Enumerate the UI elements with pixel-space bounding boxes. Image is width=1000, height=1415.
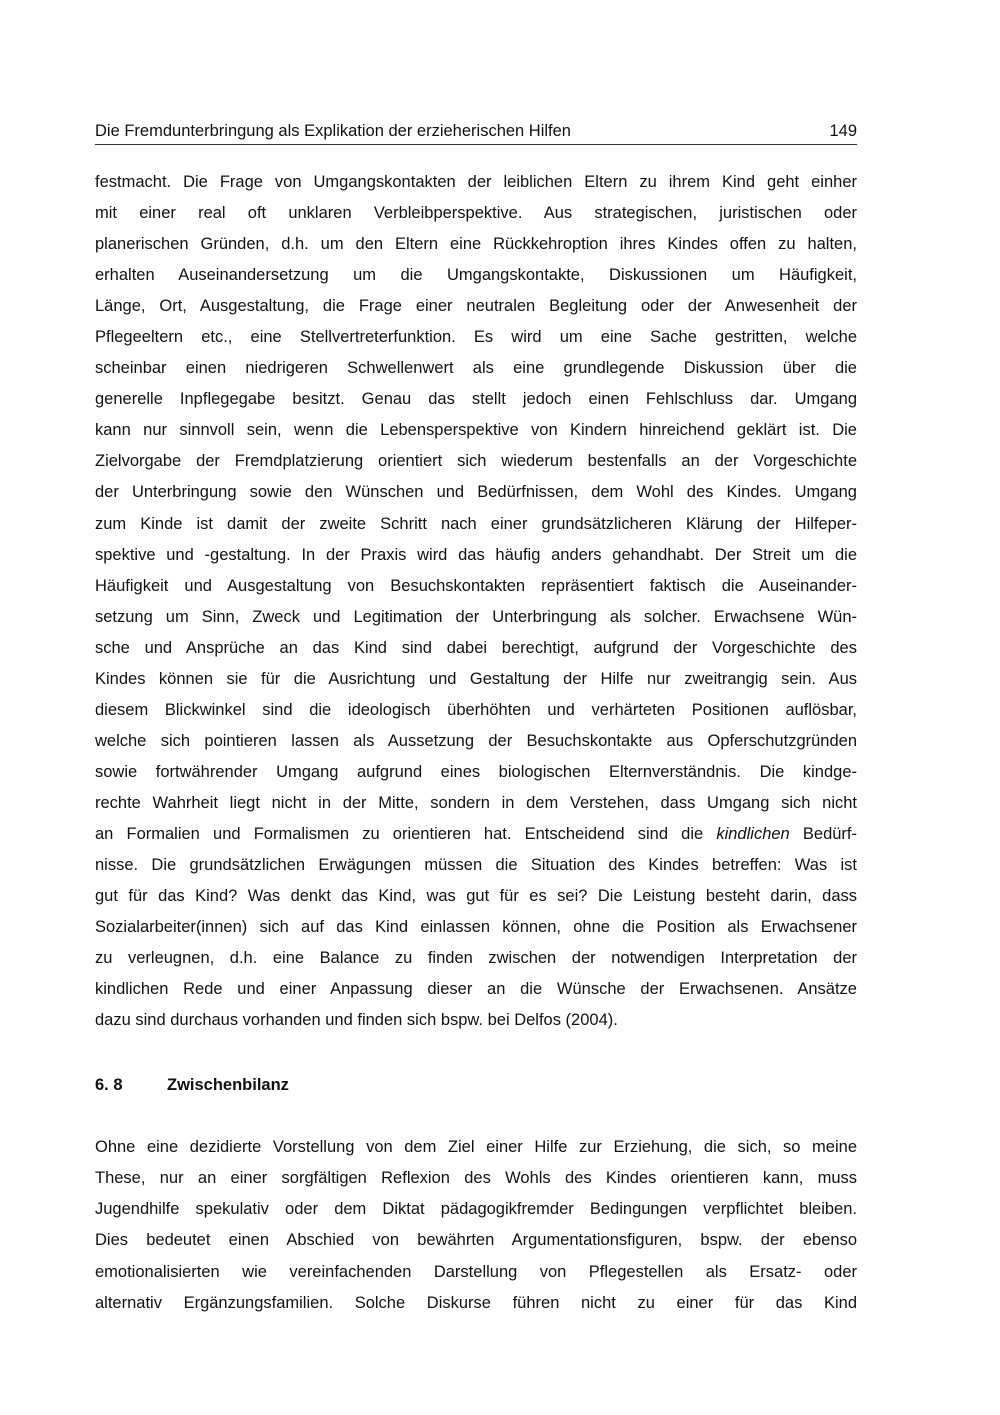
document-page — [95, 118, 857, 1319]
text-line: emotionalisierten wie vereinfachenden Darstellung von Pflegestellen als Ersatz- oder — [95, 1262, 857, 1281]
text-segment: Bedürf- — [789, 824, 857, 843]
section-heading — [95, 1070, 857, 1101]
text-line: zu verleugnen, d.h. eine Balance zu finden zwischen der notwendigen Interpretation der — [95, 949, 857, 968]
text-line: scheinbar einen niedrigeren Schwellenwert als eine grundlegende Diskussion über die — [95, 359, 857, 378]
text-line: setzung um Sinn, Zweck und Legitimation der Unterbringung als solcher. Erwachsene Wün- — [95, 607, 857, 626]
text-line: Kindes können sie für die Ausrichtung und Gestaltung der Hilfe nur zweitrangig sein. Aus — [95, 669, 857, 688]
running-header-title: Die Fremdunterbringung als Explikation der erzieherischen Hilfen — [95, 122, 571, 140]
text-line: generelle Inpflegegabe besitzt. Genau das stellt jedoch einen Fehlschluss dar. Umgang — [95, 390, 857, 409]
section-number: 6. 8 — [95, 1076, 123, 1095]
text-line: dazu sind durchaus vorhanden und finden sich bspw. bei Delfos (2004). — [95, 1011, 618, 1030]
emphasized-word: kindlichen — [716, 824, 790, 843]
text-line: Ohne eine dezidierte Vorstellung von dem Ziel einer Hilfe zur Erziehung, die sich, so meine — [95, 1138, 857, 1157]
text-line: welche sich pointieren lassen als Aussetzung der Besuchskontakte aus Opferschutzgründen — [95, 731, 857, 750]
text-line: planerischen Gründen, d.h. um den Eltern eine Rückkehroption ihres Kindes offen zu halten, — [95, 235, 857, 254]
text-line: Zielvorgabe der Fremdplatzierung orientiert sich wiederum bestenfalls an der Vorgeschichte — [95, 452, 857, 471]
text-line: rechte Wahrheit liegt nicht in der Mitte, sondern in dem Verstehen, dass Umgang sich nicht — [95, 793, 857, 812]
text-line: der Unterbringung sowie den Wünschen und Bedürfnissen, dem Wohl des Kindes. Umgang — [95, 483, 857, 502]
text-line: kann nur sinnvoll sein, wenn die Lebensperspektive von Kindern hinreichend geklärt ist. Die — [95, 421, 857, 440]
paragraph-zwischenbilanz — [95, 1132, 857, 1318]
running-header — [95, 118, 857, 145]
text-line: Häufigkeit und Ausgestaltung von Besuchskontakten repräsentiert faktisch die Auseinander- — [95, 576, 857, 595]
text-segment: an Formalien und Formalismen zu orientieren hat. Entscheidend sind die — [95, 824, 717, 843]
text-line: Länge, Ort, Ausgestaltung, die Frage einer neutralen Begleitung oder der Anwesenheit der — [95, 297, 857, 316]
page-number: 149 — [829, 122, 857, 140]
text-line: alternativ Ergänzungsfamilien. Solche Diskurse führen nicht zu einer für das Kind — [95, 1293, 857, 1312]
text-line: gut für das Kind? Was denkt das Kind, was gut für es sei? Die Leistung besteht darin, dass — [95, 887, 857, 906]
text-line: diesem Blickwinkel sind die ideologisch überhöhten und verhärteten Positionen auflösbar, — [95, 700, 857, 719]
text-line: These, nur an einer sorgfältigen Reflexion des Wohls des Kindes orientieren kann, muss — [95, 1169, 857, 1188]
text-line: erhalten Auseinandersetzung um die Umgangskontakte, Diskussionen um Häufigkeit, — [95, 266, 857, 285]
text-line: kindlichen Rede und einer Anpassung dieser an die Wünsche der Erwachsenen. Ansätze — [95, 980, 857, 999]
text-line: Sozialarbeiter(innen) sich auf das Kind einlassen können, ohne die Position als Erwachsener — [95, 918, 857, 937]
text-line: Dies bedeutet einen Abschied von bewährten Argumentationsfiguren, bspw. der ebenso — [95, 1231, 857, 1250]
text-line: Jugendhilfe spekulativ oder dem Diktat pädagogikfremder Bedingungen verpflichtet bleiben. — [95, 1200, 857, 1219]
text-line-with-emphasis — [95, 819, 857, 850]
paragraph-umgang — [95, 167, 857, 1036]
text-line: sche und Ansprüche an das Kind sind dabei berechtigt, aufgrund der Vorgeschichte des — [95, 638, 857, 657]
section-title: Zwischenbilanz — [167, 1076, 289, 1095]
text-line: sowie fortwährender Umgang aufgrund eines biologischen Elternverständnis. Die kindge- — [95, 762, 857, 781]
text-line: festmacht. Die Frage von Umgangskontakten der leiblichen Eltern zu ihrem Kind geht einher — [95, 173, 857, 191]
text-line: mit einer real oft unklaren Verbleibperspektive. Aus strategischen, juristischen oder — [95, 204, 857, 223]
text-line: Pflegeeltern etc., eine Stellvertreterfunktion. Es wird um eine Sache gestritten, welche — [95, 328, 857, 347]
text-line: spektive und -gestaltung. In der Praxis wird das häufig anders gehandhabt. Der Streit um die — [95, 545, 857, 564]
text-line: zum Kinde ist damit der zweite Schritt nach einer grundsätzlicheren Klärung der Hilfeper- — [95, 514, 857, 533]
text-line: nisse. Die grundsätzlichen Erwägungen müssen die Situation des Kindes betreffen: Was ist — [95, 856, 857, 875]
